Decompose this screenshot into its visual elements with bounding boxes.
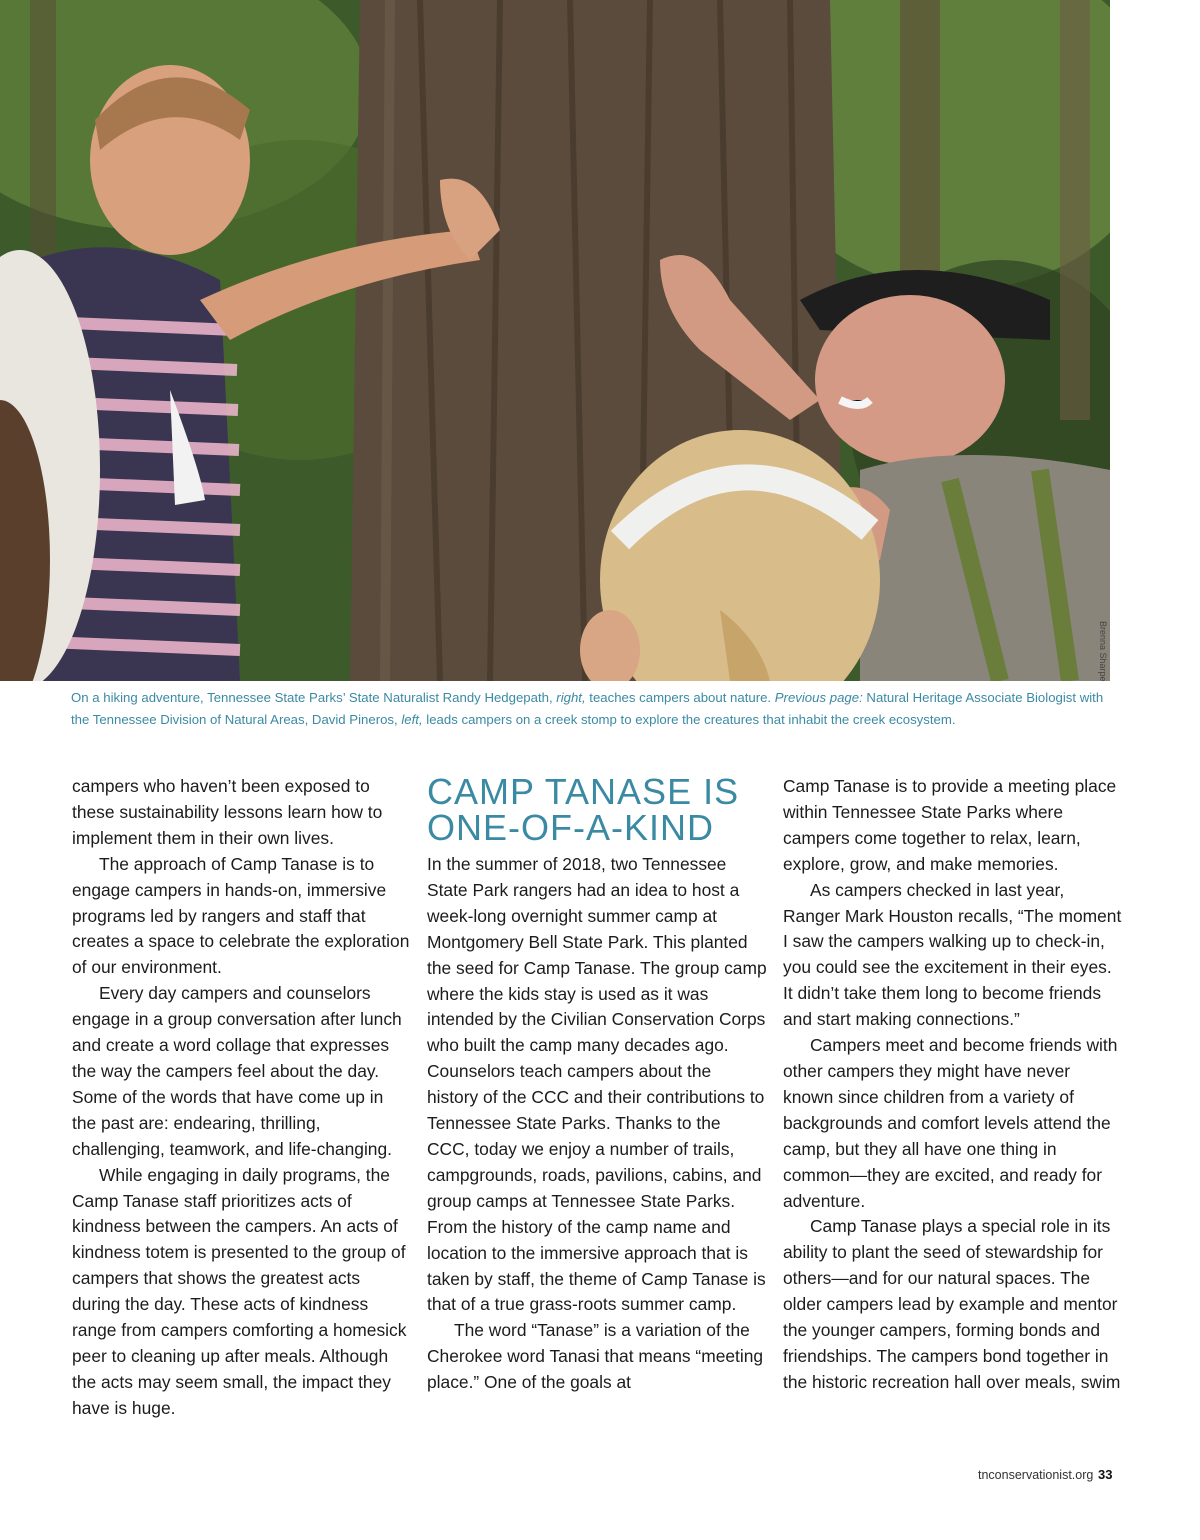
paragraph: Camp Tanase plays a special role in its ability to plant the seed of stewardship for others—and for our natural spaces. The older campers lead by example and mentor the younger campers, forming bonds and friendships. The campers bond together in the historic recreation hall over meals, swim — [783, 1216, 1121, 1392]
hero-photo — [0, 0, 1110, 681]
paragraph: The approach of Camp Tanase is to engage campers in hands-on, immersive programs led by rangers and staff that creates a space to celebrate the exploration of our environment. — [72, 853, 410, 978]
paragraph: campers who haven’t been exposed to these sustainability lessons learn how to implement them in their own lives. — [72, 776, 383, 848]
photo-credit: Brenna Sharpe — [1098, 621, 1108, 682]
caption-italic: right, — [556, 690, 586, 705]
section-heading — [427, 771, 767, 848]
paragraph: In the summer of 2018, two Tennessee State Park rangers had an idea to host a week-long overnight summer camp at Montgomery Bell State Park. This planted the seed for Camp Tanase. The group camp where the kids stay is used as it was intended by the Civilian Conservation Corps who built the camp many decades ago. Counselors teach campers about the history of the CCC and their contributions to Tennessee State Parks. Thanks to the CCC, today we enjoy a number of trails, campgrounds, roads, pavilions, cabins, and group camps at Tennessee State Parks. From the history of the camp name and location to the immersive approach that is taken by staff, the theme of Camp Tanase is that of a true grass-roots summer camp. — [427, 854, 767, 1315]
forest-scene-illustration — [0, 0, 1110, 681]
paragraph: The word “Tanase” is a variation of the Cherokee word Tanasi that means “meeting place.” One of the goals at — [427, 1320, 764, 1393]
caption-italic: Previous page: — [774, 690, 863, 705]
photo-caption — [71, 687, 1116, 731]
paragraph: As campers checked in last year, Ranger Mark Houston recalls, “The moment I saw the campers walking up to check-in, you could see the excitement in their eyes. It didn’t take them long to become friends and start making connections.” — [783, 879, 1122, 1030]
caption-text: Natural Heritage Associate Biologist with the Tennessee Division of Natural Areas, David Pineros, — [71, 690, 1104, 727]
paragraph: While engaging in daily programs, the Camp Tanase staff prioritizes acts of kindness between the campers. An acts of kindness totem is presented to the group of campers that shows the greatest acts during the day. These acts of kindness range from campers comforting a homesick peer to cleaning up after meals. Although the acts may seem small, the impact they have is huge. — [72, 1164, 407, 1418]
paragraph: Campers meet and become friends with other campers they might have never known since children from a variety of backgrounds and comfort levels attend the camp, but they all have one thing in common—they are excited, and ready for adventure. — [783, 1035, 1118, 1211]
caption-text: leads campers on a creek stomp to explore the creatures that inhabit the creek ecosystem. — [422, 712, 956, 727]
heading-line: ONE-OF-A-KIND — [427, 807, 714, 848]
paragraph: Every day campers and counselors engage in a group conversation after lunch and create a word collage that expresses the way the campers feel about the day. Some of the words that have come up in the past are: endearing, thrilling, challenging, teamwork, and life-changing. — [72, 983, 402, 1159]
caption-text: On a hiking adventure, Tennessee State Parks’ State Naturalist Randy Hedgepath, — [71, 690, 557, 705]
page-number: 33 — [1098, 1467, 1113, 1482]
paragraph: Camp Tanase is to provide a meeting place within Tennessee State Parks where campers come together to relax, learn, explore, grow, and make memories. — [783, 776, 1117, 874]
caption-italic: left, — [401, 712, 423, 727]
heading-line: CAMP TANASE IS — [427, 771, 740, 812]
article-column-2 — [427, 771, 767, 1396]
caption-text: teaches campers about nature. — [585, 690, 775, 705]
footer-website: tnconservationist.org — [978, 1468, 1094, 1482]
article-column-3 — [783, 774, 1123, 1396]
article-column-1 — [72, 774, 412, 1422]
